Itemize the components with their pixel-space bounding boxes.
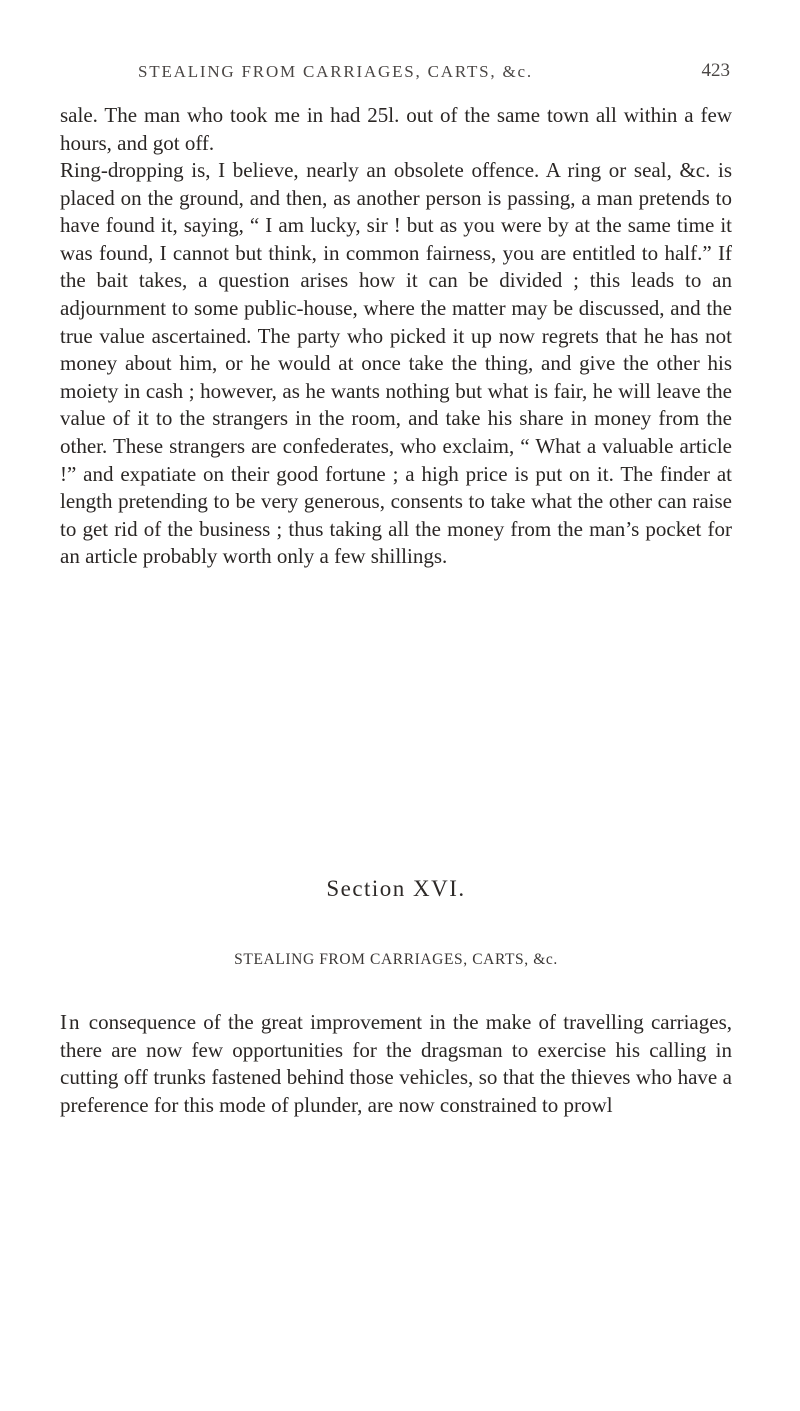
- opening-word: In: [60, 1010, 82, 1034]
- paragraph-section-opening-text: consequence of the great improvement in the make of travelling carriages, there are now few opportunities for the dragsman to exercise his calling in cutting off trunks fastened behind those vehicles, so that the thieves who have a preference for this mode of plunder, are now constrained to prowl: [60, 1010, 732, 1117]
- paragraph-section-opening: [60, 1009, 732, 1119]
- paragraph-ring-dropping: Ring-dropping is, I believe, nearly an obsolete offence. A ring or seal, &c. is placed on the ground, and then, as another person is passing, a man pretends to have found it, saying, “ I am lucky, sir ! but as you were by at the same time it was found, I cannot but think, in common fairness, you are entitled to half.” If the bait takes, a question arises how it can be divided ; this leads to an adjournment to some public-house, where the matter may be discussed, and the true value ascertained. The party who picked it up now regrets that he has not money about him, or he would at once take the thing, and give the other his moiety in cash ; however, as he wants nothing but what is fair, he will leave the value of it to the strangers in the room, and take his share in money from the other. These strangers are confederates, who exclaim, “ What a valuable article !” and expatiate on their good fortune ; a high price is put on it. The finder at length pretending to be very generous, consents to take what the other can raise to get rid of the business ; thus taking all the money from the man’s pocket for an article probably worth only a few shillings.: [60, 158, 732, 569]
- section-subheading: STEALING FROM CARRIAGES, CARTS, &c.: [234, 951, 558, 968]
- section-heading: Section XVI.: [326, 876, 466, 901]
- page-number: 423: [701, 60, 730, 81]
- running-title: STEALING FROM CARRIAGES, CARTS, &c.: [138, 62, 533, 81]
- paragraph-continuation: sale. The man who took me in had 25l. out of the same town all within a few hours, and got off.: [60, 103, 732, 155]
- running-head: [60, 62, 730, 92]
